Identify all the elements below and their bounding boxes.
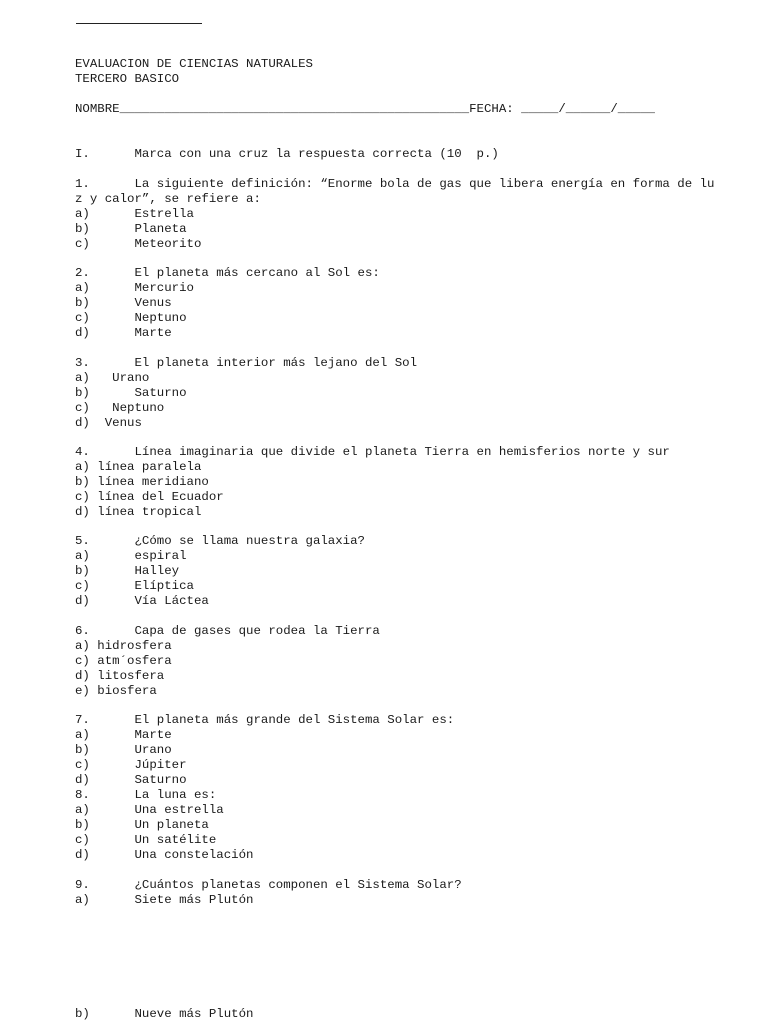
question-7-option-c: c) Júpiter: [75, 758, 187, 772]
question-9-option-a: a) Siete más Plutón: [75, 893, 254, 907]
question-3-text: 3. El planeta interior más lejano del Sol: [75, 356, 418, 370]
question-3-option-a: a) Urano: [75, 371, 150, 385]
question-9-text: 9. ¿Cuántos planetas componen el Sistema Solar?: [75, 878, 462, 892]
question-1-option-c: c) Meteorito: [75, 237, 202, 251]
question-5-option-d: d) Vía Láctea: [75, 594, 209, 608]
top-underline: [76, 23, 202, 24]
question-6-option-d: d) litosfera: [75, 669, 165, 683]
question-3-option-c: c) Neptuno: [75, 401, 165, 415]
question-6-option-c: c) atm´osfera: [75, 654, 172, 668]
question-1-text: 1. La siguiente definición: “Enorme bola de gas que libera energía en forma de lu: [75, 177, 715, 191]
question-3-option-b: b) Saturno: [75, 386, 187, 400]
question-2-option-a: a) Mercurio: [75, 281, 194, 295]
exam-grade: TERCERO BASICO: [75, 72, 180, 86]
question-8-option-a: a) Una estrella: [75, 803, 224, 817]
question-7-option-a: a) Marte: [75, 728, 172, 742]
question-8-option-c: c) Un satélite: [75, 833, 217, 847]
question-2-text: 2. El planeta más cercano al Sol es:: [75, 266, 380, 280]
question-2-option-d: d) Marte: [75, 326, 172, 340]
question-4-option-c: c) línea del Ecuador: [75, 490, 224, 504]
question-1-text-cont: z y calor”, se refiere a:: [75, 192, 261, 206]
name-date-line: NOMBRE_______________________________________________FECHA: _____/______/_____: [75, 102, 655, 116]
question-4-option-d: d) línea tropical: [75, 505, 202, 519]
question-5-option-c: c) Elíptica: [75, 579, 194, 593]
exam-title: EVALUACION DE CIENCIAS NATURALES: [75, 57, 313, 71]
question-6-text: 6. Capa de gases que rodea la Tierra: [75, 624, 380, 638]
question-7-option-b: b) Urano: [75, 743, 172, 757]
question-4-option-b: b) línea meridiano: [75, 475, 209, 489]
question-6-option-a: a) hidrosfera: [75, 639, 172, 653]
question-1-option-a: a) Estrella: [75, 207, 194, 221]
question-4-option-a: a) línea paralela: [75, 460, 202, 474]
question-7-option-d: d) Saturno: [75, 773, 187, 787]
question-2-option-b: b) Venus: [75, 296, 172, 310]
question-1-option-b: b) Planeta: [75, 222, 187, 236]
question-9-option-b: b) Nueve más Plutón: [75, 1007, 254, 1021]
question-5-option-a: a) espiral: [75, 549, 187, 563]
section-heading: I. Marca con una cruz la respuesta correcta (10 p.): [75, 147, 499, 161]
question-8-option-d: d) Una constelación: [75, 848, 254, 862]
question-4-text: 4. Línea imaginaria que divide el planeta Tierra en hemisferios norte y sur: [75, 445, 670, 459]
question-8-option-b: b) Un planeta: [75, 818, 209, 832]
question-5-option-b: b) Halley: [75, 564, 180, 578]
question-7-text: 7. El planeta más grande del Sistema Solar es:: [75, 713, 455, 727]
question-8-text: 8. La luna es:: [75, 788, 217, 802]
question-5-text: 5. ¿Cómo se llama nuestra galaxia?: [75, 534, 365, 548]
question-2-option-c: c) Neptuno: [75, 311, 187, 325]
question-6-option-e: e) biosfera: [75, 684, 157, 698]
question-3-option-d: d) Venus: [75, 416, 142, 430]
